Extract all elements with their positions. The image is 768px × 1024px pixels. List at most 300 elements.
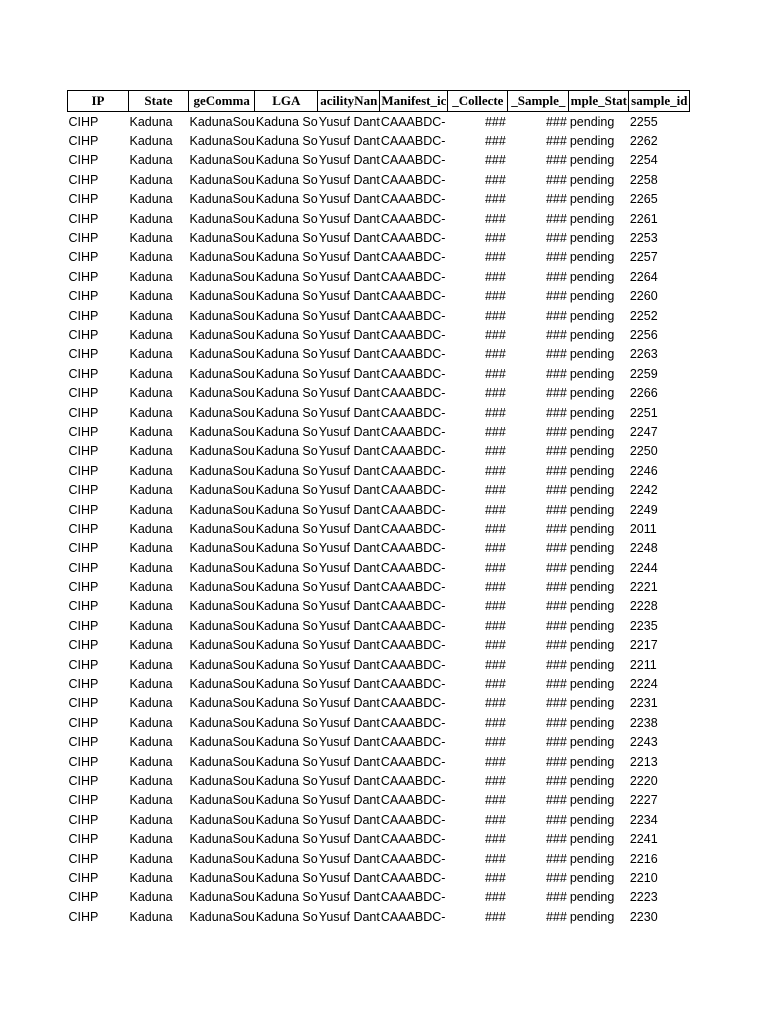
cell-sample-id[interactable]: 2213 [629, 754, 658, 769]
cell-spoke[interactable]: KadunaSou [189, 502, 255, 517]
cell-collected[interactable]: ### [484, 909, 506, 924]
cell-manifest[interactable]: CAAABDC- [380, 327, 446, 342]
cell-manifest[interactable]: CAAABDC- [380, 114, 446, 129]
cell-manifest[interactable]: CAAABDC- [380, 618, 446, 633]
cell-spoke[interactable]: KadunaSou [189, 114, 255, 129]
cell-sample-id[interactable]: 2238 [629, 715, 658, 730]
cell-manifest[interactable]: CAAABDC- [380, 424, 446, 439]
cell-sample-id[interactable]: 2231 [629, 696, 658, 711]
cell-ip[interactable]: CIHP [68, 153, 99, 168]
cell-manifest[interactable]: CAAABDC- [380, 735, 446, 750]
cell-collected[interactable]: ### [484, 560, 506, 575]
cell-sample[interactable]: ### [545, 715, 567, 730]
cell-ip[interactable]: CIHP [68, 366, 99, 381]
cell-status[interactable]: pending [569, 172, 615, 187]
cell-status[interactable]: pending [569, 638, 615, 653]
cell-lga[interactable]: Kaduna So [255, 114, 318, 129]
table-row[interactable] [68, 849, 690, 868]
cell-manifest[interactable]: CAAABDC- [380, 812, 446, 827]
column-header[interactable]: acilityNan [318, 91, 380, 112]
cell-lga[interactable]: Kaduna So [255, 134, 318, 149]
cell-facility[interactable]: Yusuf Dant [318, 696, 380, 711]
cell-manifest[interactable]: CAAABDC- [380, 870, 446, 885]
cell-manifest[interactable]: CAAABDC- [380, 192, 446, 207]
table-row[interactable] [68, 674, 690, 693]
cell-lga[interactable]: Kaduna So [255, 735, 318, 750]
cell-spoke[interactable]: KadunaSou [189, 638, 255, 653]
cell-state[interactable]: Kaduna [129, 832, 173, 847]
cell-facility[interactable]: Yusuf Dant [318, 832, 380, 847]
table-row[interactable] [68, 907, 690, 926]
cell-collected[interactable]: ### [484, 754, 506, 769]
cell-spoke[interactable]: KadunaSou [189, 327, 255, 342]
cell-sample[interactable]: ### [545, 638, 567, 653]
cell-status[interactable]: pending [569, 366, 615, 381]
cell-facility[interactable]: Yusuf Dant [318, 909, 380, 924]
cell-manifest[interactable]: CAAABDC- [380, 657, 446, 672]
cell-state[interactable]: Kaduna [129, 405, 173, 420]
table-row[interactable] [68, 267, 690, 286]
cell-sample[interactable]: ### [545, 541, 567, 556]
table-row[interactable] [68, 228, 690, 247]
cell-sample[interactable]: ### [545, 812, 567, 827]
cell-sample-id[interactable]: 2216 [629, 851, 658, 866]
cell-state[interactable]: Kaduna [129, 347, 173, 362]
cell-status[interactable]: pending [569, 560, 615, 575]
cell-status[interactable]: pending [569, 580, 615, 595]
cell-lga[interactable]: Kaduna So [255, 618, 318, 633]
table-row[interactable] [68, 422, 690, 441]
cell-collected[interactable]: ### [484, 735, 506, 750]
cell-status[interactable]: pending [569, 424, 615, 439]
cell-state[interactable]: Kaduna [129, 366, 173, 381]
cell-status[interactable]: pending [569, 677, 615, 692]
cell-lga[interactable]: Kaduna So [255, 657, 318, 672]
cell-sample[interactable]: ### [545, 870, 567, 885]
cell-collected[interactable]: ### [484, 424, 506, 439]
cell-ip[interactable]: CIHP [68, 870, 99, 885]
cell-status[interactable]: pending [569, 211, 615, 226]
cell-lga[interactable]: Kaduna So [255, 289, 318, 304]
cell-sample-id[interactable]: 2247 [629, 424, 658, 439]
cell-ip[interactable]: CIHP [68, 231, 99, 246]
cell-lga[interactable]: Kaduna So [255, 890, 318, 905]
cell-collected[interactable]: ### [484, 851, 506, 866]
cell-state[interactable]: Kaduna [129, 172, 173, 187]
cell-lga[interactable]: Kaduna So [255, 231, 318, 246]
cell-ip[interactable]: CIHP [68, 250, 99, 265]
cell-sample[interactable]: ### [545, 696, 567, 711]
table-row[interactable] [68, 170, 690, 189]
cell-state[interactable]: Kaduna [129, 870, 173, 885]
cell-facility[interactable]: Yusuf Dant [318, 386, 380, 401]
table-row[interactable] [68, 112, 690, 132]
cell-spoke[interactable]: KadunaSou [189, 657, 255, 672]
cell-sample[interactable]: ### [545, 327, 567, 342]
cell-sample-id[interactable]: 2256 [629, 327, 658, 342]
cell-status[interactable]: pending [569, 909, 615, 924]
cell-state[interactable]: Kaduna [129, 638, 173, 653]
cell-collected[interactable]: ### [484, 483, 506, 498]
cell-ip[interactable]: CIHP [68, 832, 99, 847]
cell-manifest[interactable]: CAAABDC- [380, 560, 446, 575]
cell-facility[interactable]: Yusuf Dant [318, 793, 380, 808]
cell-status[interactable]: pending [569, 347, 615, 362]
cell-lga[interactable]: Kaduna So [255, 715, 318, 730]
cell-facility[interactable]: Yusuf Dant [318, 153, 380, 168]
cell-lga[interactable]: Kaduna So [255, 308, 318, 323]
table-row[interactable] [68, 655, 690, 674]
cell-sample-id[interactable]: 2254 [629, 153, 658, 168]
cell-sample-id[interactable]: 2228 [629, 599, 658, 614]
cell-spoke[interactable]: KadunaSou [189, 386, 255, 401]
cell-sample-id[interactable]: 2252 [629, 308, 658, 323]
cell-sample[interactable]: ### [545, 211, 567, 226]
cell-collected[interactable]: ### [484, 386, 506, 401]
cell-manifest[interactable]: CAAABDC- [380, 502, 446, 517]
cell-state[interactable]: Kaduna [129, 696, 173, 711]
cell-state[interactable]: Kaduna [129, 851, 173, 866]
cell-state[interactable]: Kaduna [129, 483, 173, 498]
cell-collected[interactable]: ### [484, 308, 506, 323]
cell-facility[interactable]: Yusuf Dant [318, 580, 380, 595]
cell-facility[interactable]: Yusuf Dant [318, 269, 380, 284]
column-header[interactable]: mple_Stat [569, 91, 629, 112]
table-row[interactable] [68, 345, 690, 364]
cell-ip[interactable]: CIHP [68, 502, 99, 517]
cell-manifest[interactable]: CAAABDC- [380, 444, 446, 459]
cell-sample-id[interactable]: 2248 [629, 541, 658, 556]
cell-sample[interactable]: ### [545, 308, 567, 323]
cell-sample-id[interactable]: 2234 [629, 812, 658, 827]
column-header[interactable]: _Collecte [448, 91, 508, 112]
cell-status[interactable]: pending [569, 231, 615, 246]
cell-sample[interactable]: ### [545, 347, 567, 362]
cell-ip[interactable]: CIHP [68, 424, 99, 439]
cell-status[interactable]: pending [569, 832, 615, 847]
cell-collected[interactable]: ### [484, 890, 506, 905]
cell-manifest[interactable]: CAAABDC- [380, 909, 446, 924]
cell-spoke[interactable]: KadunaSou [189, 870, 255, 885]
cell-facility[interactable]: Yusuf Dant [318, 289, 380, 304]
cell-facility[interactable]: Yusuf Dant [318, 231, 380, 246]
cell-sample[interactable]: ### [545, 366, 567, 381]
cell-lga[interactable]: Kaduna So [255, 754, 318, 769]
cell-status[interactable]: pending [569, 541, 615, 556]
cell-collected[interactable]: ### [484, 114, 506, 129]
table-row[interactable] [68, 403, 690, 422]
cell-spoke[interactable]: KadunaSou [189, 172, 255, 187]
cell-sample-id[interactable]: 2265 [629, 192, 658, 207]
cell-state[interactable]: Kaduna [129, 521, 173, 536]
cell-sample[interactable]: ### [545, 405, 567, 420]
cell-state[interactable]: Kaduna [129, 773, 173, 788]
cell-lga[interactable]: Kaduna So [255, 599, 318, 614]
cell-lga[interactable]: Kaduna So [255, 269, 318, 284]
cell-facility[interactable]: Yusuf Dant [318, 521, 380, 536]
cell-spoke[interactable]: KadunaSou [189, 599, 255, 614]
cell-lga[interactable]: Kaduna So [255, 851, 318, 866]
cell-collected[interactable]: ### [484, 192, 506, 207]
table-row[interactable] [68, 597, 690, 616]
cell-facility[interactable]: Yusuf Dant [318, 366, 380, 381]
cell-state[interactable]: Kaduna [129, 308, 173, 323]
cell-state[interactable]: Kaduna [129, 909, 173, 924]
cell-facility[interactable]: Yusuf Dant [318, 657, 380, 672]
cell-ip[interactable]: CIHP [68, 754, 99, 769]
cell-lga[interactable]: Kaduna So [255, 327, 318, 342]
cell-collected[interactable]: ### [484, 521, 506, 536]
cell-spoke[interactable]: KadunaSou [189, 890, 255, 905]
cell-sample[interactable]: ### [545, 192, 567, 207]
cell-facility[interactable]: Yusuf Dant [318, 560, 380, 575]
cell-ip[interactable]: CIHP [68, 696, 99, 711]
cell-spoke[interactable]: KadunaSou [189, 424, 255, 439]
cell-manifest[interactable]: CAAABDC- [380, 521, 446, 536]
cell-lga[interactable]: Kaduna So [255, 677, 318, 692]
cell-status[interactable]: pending [569, 599, 615, 614]
cell-state[interactable]: Kaduna [129, 463, 173, 478]
cell-sample-id[interactable]: 2220 [629, 773, 658, 788]
cell-sample[interactable]: ### [545, 289, 567, 304]
cell-state[interactable]: Kaduna [129, 444, 173, 459]
cell-manifest[interactable]: CAAABDC- [380, 386, 446, 401]
cell-lga[interactable]: Kaduna So [255, 463, 318, 478]
cell-facility[interactable]: Yusuf Dant [318, 541, 380, 556]
cell-status[interactable]: pending [569, 618, 615, 633]
cell-sample[interactable]: ### [545, 386, 567, 401]
cell-lga[interactable]: Kaduna So [255, 444, 318, 459]
table-row[interactable] [68, 810, 690, 829]
cell-manifest[interactable]: CAAABDC- [380, 851, 446, 866]
cell-sample-id[interactable]: 2249 [629, 502, 658, 517]
cell-state[interactable]: Kaduna [129, 386, 173, 401]
cell-lga[interactable]: Kaduna So [255, 696, 318, 711]
cell-facility[interactable]: Yusuf Dant [318, 599, 380, 614]
cell-sample-id[interactable]: 2264 [629, 269, 658, 284]
cell-sample-id[interactable]: 2263 [629, 347, 658, 362]
cell-ip[interactable]: CIHP [68, 114, 99, 129]
cell-collected[interactable]: ### [484, 172, 506, 187]
cell-sample-id[interactable]: 2243 [629, 735, 658, 750]
cell-state[interactable]: Kaduna [129, 599, 173, 614]
cell-lga[interactable]: Kaduna So [255, 793, 318, 808]
cell-status[interactable]: pending [569, 851, 615, 866]
cell-state[interactable]: Kaduna [129, 677, 173, 692]
cell-state[interactable]: Kaduna [129, 735, 173, 750]
cell-sample[interactable]: ### [545, 677, 567, 692]
cell-ip[interactable]: CIHP [68, 909, 99, 924]
table-row[interactable] [68, 694, 690, 713]
cell-ip[interactable]: CIHP [68, 793, 99, 808]
cell-manifest[interactable]: CAAABDC- [380, 638, 446, 653]
cell-ip[interactable]: CIHP [68, 211, 99, 226]
cell-collected[interactable]: ### [484, 812, 506, 827]
table-row[interactable] [68, 791, 690, 810]
cell-collected[interactable]: ### [484, 832, 506, 847]
cell-sample[interactable]: ### [545, 134, 567, 149]
cell-sample-id[interactable]: 2255 [629, 114, 658, 129]
cell-status[interactable]: pending [569, 793, 615, 808]
cell-spoke[interactable]: KadunaSou [189, 832, 255, 847]
cell-sample-id[interactable]: 2257 [629, 250, 658, 265]
table-row[interactable] [68, 500, 690, 519]
cell-facility[interactable]: Yusuf Dant [318, 812, 380, 827]
cell-state[interactable]: Kaduna [129, 754, 173, 769]
cell-sample[interactable]: ### [545, 618, 567, 633]
cell-ip[interactable]: CIHP [68, 541, 99, 556]
cell-manifest[interactable]: CAAABDC- [380, 153, 446, 168]
cell-spoke[interactable]: KadunaSou [189, 134, 255, 149]
cell-status[interactable]: pending [569, 192, 615, 207]
cell-sample-id[interactable]: 2260 [629, 289, 658, 304]
column-header[interactable]: _Sample_ [508, 91, 569, 112]
cell-sample-id[interactable]: 2259 [629, 366, 658, 381]
cell-spoke[interactable]: KadunaSou [189, 289, 255, 304]
cell-spoke[interactable]: KadunaSou [189, 405, 255, 420]
cell-ip[interactable]: CIHP [68, 735, 99, 750]
cell-facility[interactable]: Yusuf Dant [318, 134, 380, 149]
cell-ip[interactable]: CIHP [68, 521, 99, 536]
table-row[interactable] [68, 539, 690, 558]
cell-ip[interactable]: CIHP [68, 134, 99, 149]
table-row[interactable] [68, 190, 690, 209]
cell-lga[interactable]: Kaduna So [255, 192, 318, 207]
cell-state[interactable]: Kaduna [129, 134, 173, 149]
cell-collected[interactable]: ### [484, 134, 506, 149]
cell-collected[interactable]: ### [484, 347, 506, 362]
table-row[interactable] [68, 829, 690, 848]
column-header[interactable]: IP [68, 91, 129, 112]
cell-manifest[interactable]: CAAABDC- [380, 231, 446, 246]
cell-state[interactable]: Kaduna [129, 580, 173, 595]
table-row[interactable] [68, 733, 690, 752]
column-header[interactable]: LGA [255, 91, 318, 112]
cell-sample-id[interactable]: 2244 [629, 560, 658, 575]
cell-ip[interactable]: CIHP [68, 618, 99, 633]
cell-lga[interactable]: Kaduna So [255, 812, 318, 827]
cell-ip[interactable]: CIHP [68, 657, 99, 672]
cell-sample-id[interactable]: 2230 [629, 909, 658, 924]
cell-spoke[interactable]: KadunaSou [189, 677, 255, 692]
cell-state[interactable]: Kaduna [129, 211, 173, 226]
cell-manifest[interactable]: CAAABDC- [380, 405, 446, 420]
cell-sample[interactable]: ### [545, 114, 567, 129]
cell-facility[interactable]: Yusuf Dant [318, 172, 380, 187]
cell-ip[interactable]: CIHP [68, 677, 99, 692]
cell-facility[interactable]: Yusuf Dant [318, 754, 380, 769]
table-row[interactable] [68, 209, 690, 228]
cell-lga[interactable]: Kaduna So [255, 211, 318, 226]
cell-sample[interactable]: ### [545, 735, 567, 750]
cell-manifest[interactable]: CAAABDC- [380, 347, 446, 362]
cell-manifest[interactable]: CAAABDC- [380, 308, 446, 323]
cell-spoke[interactable]: KadunaSou [189, 812, 255, 827]
cell-lga[interactable]: Kaduna So [255, 870, 318, 885]
cell-status[interactable]: pending [569, 308, 615, 323]
cell-spoke[interactable]: KadunaSou [189, 231, 255, 246]
cell-facility[interactable]: Yusuf Dant [318, 444, 380, 459]
cell-manifest[interactable]: CAAABDC- [380, 677, 446, 692]
cell-sample[interactable]: ### [545, 444, 567, 459]
cell-sample-id[interactable]: 2221 [629, 580, 658, 595]
cell-lga[interactable]: Kaduna So [255, 909, 318, 924]
cell-manifest[interactable]: CAAABDC- [380, 599, 446, 614]
cell-spoke[interactable]: KadunaSou [189, 269, 255, 284]
cell-lga[interactable]: Kaduna So [255, 638, 318, 653]
cell-collected[interactable]: ### [484, 269, 506, 284]
cell-status[interactable]: pending [569, 812, 615, 827]
cell-collected[interactable]: ### [484, 289, 506, 304]
cell-spoke[interactable]: KadunaSou [189, 308, 255, 323]
column-header[interactable]: Manifest_ic [380, 91, 448, 112]
cell-state[interactable]: Kaduna [129, 153, 173, 168]
cell-manifest[interactable]: CAAABDC- [380, 832, 446, 847]
cell-spoke[interactable]: KadunaSou [189, 560, 255, 575]
cell-sample-id[interactable]: 2246 [629, 463, 658, 478]
cell-sample-id[interactable]: 2011 [629, 521, 657, 536]
cell-collected[interactable]: ### [484, 773, 506, 788]
cell-facility[interactable]: Yusuf Dant [318, 463, 380, 478]
cell-sample[interactable]: ### [545, 754, 567, 769]
cell-status[interactable]: pending [569, 269, 615, 284]
cell-ip[interactable]: CIHP [68, 599, 99, 614]
cell-collected[interactable]: ### [484, 211, 506, 226]
cell-ip[interactable]: CIHP [68, 405, 99, 420]
cell-manifest[interactable]: CAAABDC- [380, 541, 446, 556]
cell-sample[interactable]: ### [545, 269, 567, 284]
cell-lga[interactable]: Kaduna So [255, 366, 318, 381]
cell-status[interactable]: pending [569, 890, 615, 905]
cell-manifest[interactable]: CAAABDC- [380, 754, 446, 769]
cell-lga[interactable]: Kaduna So [255, 832, 318, 847]
cell-spoke[interactable]: KadunaSou [189, 483, 255, 498]
cell-spoke[interactable]: KadunaSou [189, 735, 255, 750]
cell-status[interactable]: pending [569, 114, 615, 129]
cell-spoke[interactable]: KadunaSou [189, 580, 255, 595]
cell-status[interactable]: pending [569, 153, 615, 168]
table-row[interactable] [68, 306, 690, 325]
cell-sample-id[interactable]: 2253 [629, 231, 658, 246]
column-header[interactable]: geComma [189, 91, 255, 112]
cell-collected[interactable]: ### [484, 638, 506, 653]
cell-status[interactable]: pending [569, 773, 615, 788]
cell-spoke[interactable]: KadunaSou [189, 250, 255, 265]
cell-lga[interactable]: Kaduna So [255, 560, 318, 575]
cell-spoke[interactable]: KadunaSou [189, 618, 255, 633]
cell-ip[interactable]: CIHP [68, 172, 99, 187]
cell-manifest[interactable]: CAAABDC- [380, 793, 446, 808]
cell-facility[interactable]: Yusuf Dant [318, 890, 380, 905]
cell-facility[interactable]: Yusuf Dant [318, 308, 380, 323]
cell-state[interactable]: Kaduna [129, 793, 173, 808]
cell-state[interactable]: Kaduna [129, 560, 173, 575]
cell-sample[interactable]: ### [545, 851, 567, 866]
table-row[interactable] [68, 577, 690, 596]
cell-state[interactable]: Kaduna [129, 502, 173, 517]
cell-lga[interactable]: Kaduna So [255, 541, 318, 556]
cell-sample-id[interactable]: 2224 [629, 677, 658, 692]
cell-sample-id[interactable]: 2210 [629, 870, 658, 885]
cell-manifest[interactable]: CAAABDC- [380, 580, 446, 595]
cell-manifest[interactable]: CAAABDC- [380, 134, 446, 149]
cell-facility[interactable]: Yusuf Dant [318, 677, 380, 692]
table-row[interactable] [68, 616, 690, 635]
cell-lga[interactable]: Kaduna So [255, 424, 318, 439]
cell-ip[interactable]: CIHP [68, 851, 99, 866]
cell-ip[interactable]: CIHP [68, 483, 99, 498]
cell-ip[interactable]: CIHP [68, 638, 99, 653]
